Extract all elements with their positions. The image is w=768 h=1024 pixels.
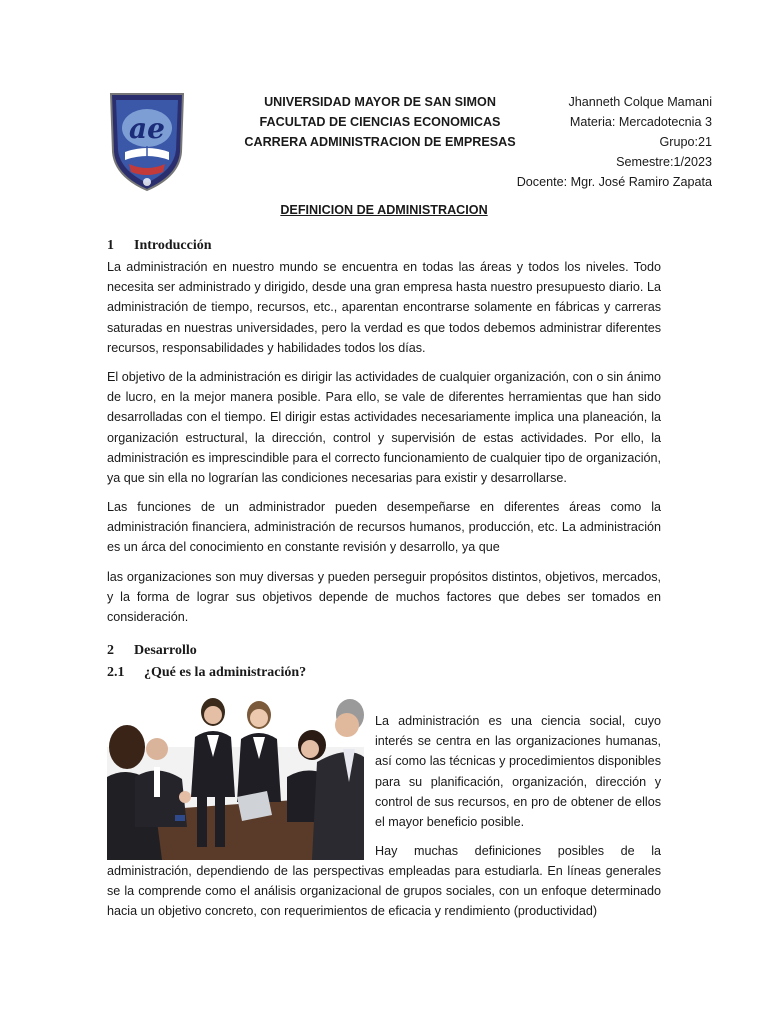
section-number: 1 [107,238,114,253]
section-title: Desarrollo [134,643,197,658]
section-title: ¿Qué es la administración? [144,665,307,680]
document-title: DEFINICION DE ADMINISTRACION [280,203,488,217]
paragraph-wrap-rest: administración, dependiendo de las perspectivas empleadas para estudiarla. En líneas generales se la comprende como el análisis organizacional de grupos sociales, con un enfoque determinado hacia un objetivo concreto, con requerimientos de eficacia y rendimiento (productividad) [107,864,661,919]
university-name: UNIVERSIDAD MAYOR DE SAN SIMON [264,95,496,109]
group: Grupo:21 [659,135,712,149]
author-block [517,92,712,192]
section-heading-1 [107,238,212,254]
section-heading-2-1 [107,665,306,681]
author-name: Jhanneth Colque Mamani [568,95,712,109]
paragraph: El objetivo de la administración es dirigir las actividades de cualquier organización, con o sin ánimo de lucro, en la mejor manera posible. Para ello, se vale de diferentes herramientas que han sido desarrolladas con el tiempo. El dirigir estas actividades necesariamente implica una planeación, la organización estructural, la dirección, control y supervisión de estas actividades. Por ello, la administración es imprescindible para el correcto funcionamiento de cualquier tipo de organización, ya que sin ella no lograrían las condiciones necesarias para existir y desarrollarse. [107,370,661,486]
paragraph: La administración en nuestro mundo se encuentra en todas las áreas y todos los niveles. Todo necesita ser administrado y dirigido, desde una gran empresa hasta nuestro presupuesto diario. La administración de tiempo, recursos, etc., aparentan encontrarse solamente en fábricas y carreras saturadas en nuestras universidades, pero la verdad es que todos debemos administrar diferentes recursos, responsabilidades y habilidades todos los días. [107,260,661,355]
faculty-name: FACULTAD DE CIENCIAS ECONOMICAS [259,115,501,129]
university-logo [107,90,187,192]
paragraph: Las funciones de un administrador pueden desempeñarse en diferentes áreas como la administración financiera, administración de recursos humanos, producción, etc. La administración es un árca del conocimiento en constante revisión y desarrollo, ya que [107,500,661,555]
teacher: Docente: Mgr. José Ramiro Zapata [516,175,712,189]
subject: Materia: Mercadotecnia 3 [569,115,712,129]
section-number: 2.1 [107,665,125,680]
paragraph-wrap-first-line: Hay muchas definiciones posibles de la [375,844,661,858]
svg-text:ae: ae [129,112,165,145]
paragraph-beside-photo: La administración es una ciencia social, cuyo interés se centra en las organizaciones humanas, así como las técnicas y procedimientos disponibles para su planificación, organización, dirección y control de sus recursos, en pro de obtener de ellos el mayor beneficio posible. [375,714,661,830]
institution-block [240,92,520,152]
paragraph: las organizaciones son muy diversas y pueden perseguir propósitos distintos, objetivos, mercados, y la forma de lograr sus objetivos depende de muchos factores que debes ser tomados en consideración. [107,570,661,625]
section-heading-2 [107,643,197,659]
section-title: Introducción [134,238,212,253]
section-number: 2 [107,643,114,658]
career-name: CARRERA ADMINISTRACION DE EMPRESAS [244,135,516,149]
semester: Semestre:1/2023 [616,155,712,169]
business-meeting-photo [107,687,364,860]
